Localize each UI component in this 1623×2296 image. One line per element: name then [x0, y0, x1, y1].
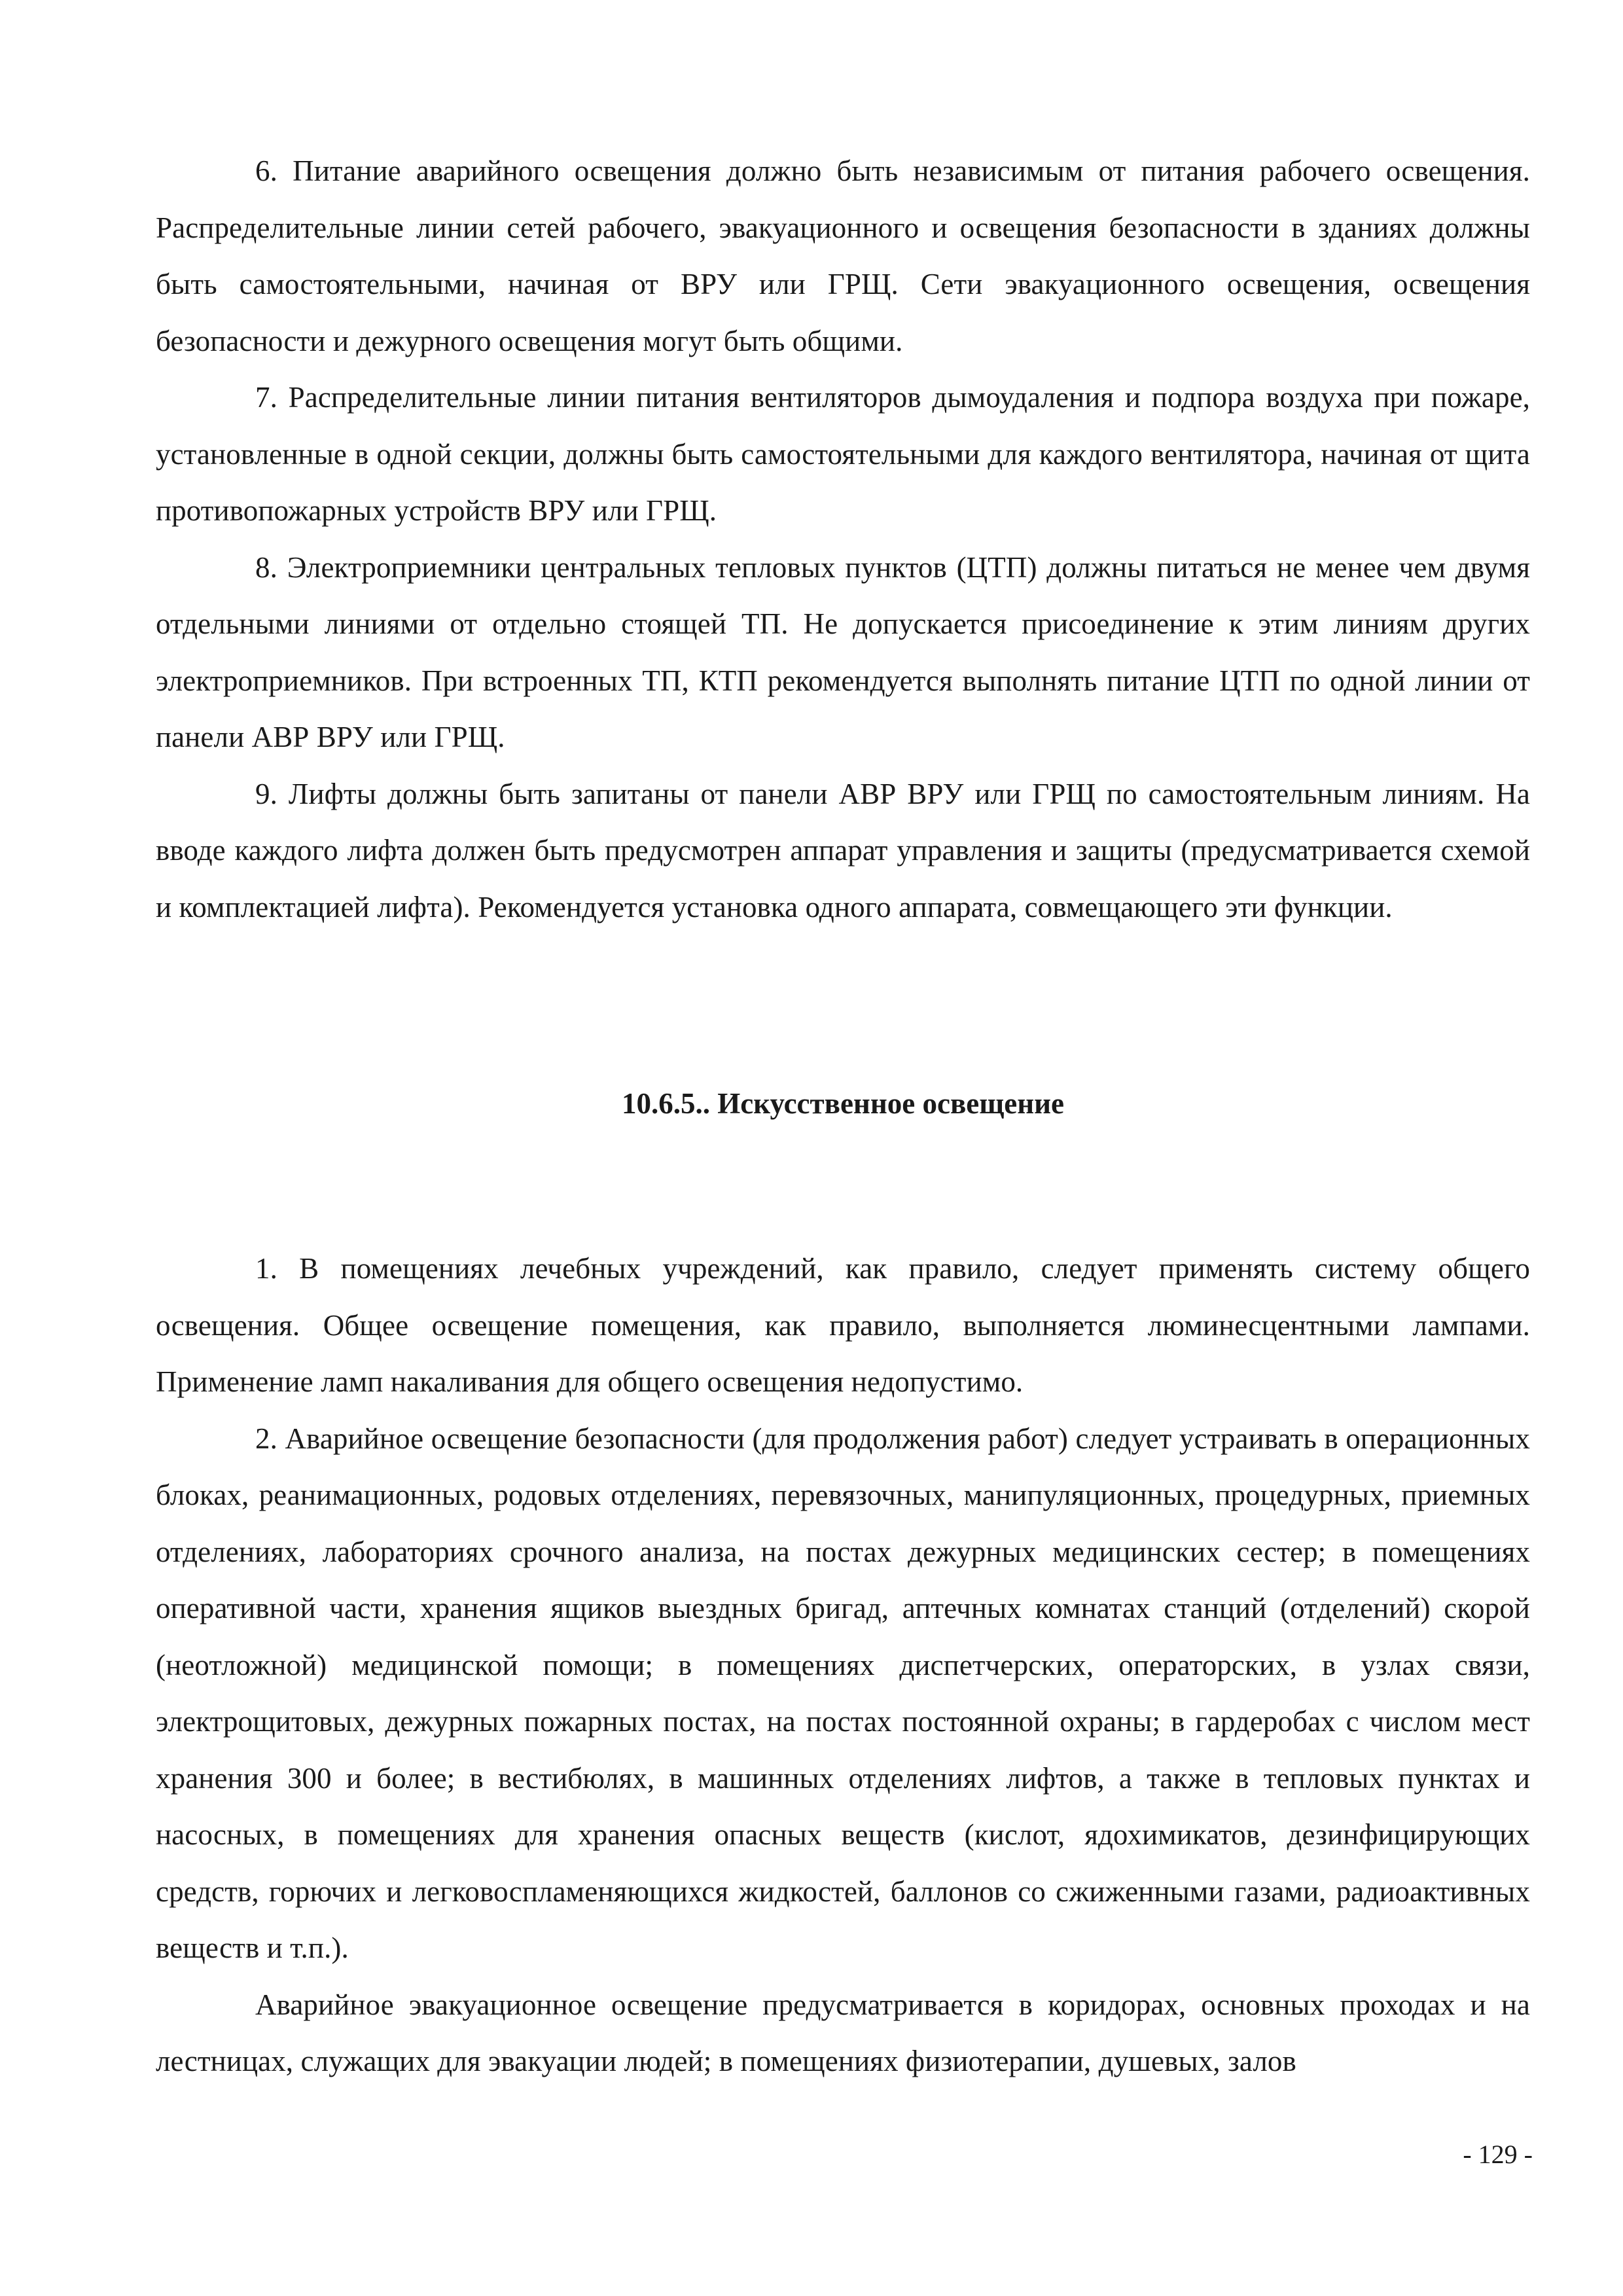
section-10-6-5-items — [156, 1240, 1530, 2090]
section-heading: 10.6.5.. Искусственное освещение — [621, 1087, 1065, 1120]
paragraph-emergency-evacuation: Аварийное эвакуационное освещение предусматривается в коридорах, основных проходах и на лестницах, служащих для эвакуации людей; в помещениях физиотерапии, душевых, залов — [156, 1988, 1530, 2077]
paragraph-item-7: 7. Распределительные линии питания вентиляторов дымоудаления и подпора воздуха при пожаре, установленные в одной секции, должны быть самостоятельными для каждого вентилятора, начиная от щита противопожарных устройств ВРУ или ГРЩ. — [156, 381, 1530, 527]
paragraph-item-8: 8. Электроприемники центральных тепловых пунктов (ЦТП) должны питаться не менее чем двумя отдельными линиями от отдельно стоящей ТП. Не допускается присоединение к этим линиям других электроприемников. При встроенных ТП, КТП рекомендуется выполнять питание ЦТП по одной линии от панели АВР ВРУ или ГРЩ. — [156, 550, 1530, 753]
paragraph-item-6: 6. Питание аварийного освещения должно быть независимым от питания рабочего освещения. Распределительные линии сетей рабочего, эвакуационного и освещения безопасности в зданиях должны быть самостоятельными, начиная от ВРУ или ГРЩ. Сети эвакуационного освещения, освещения безопасности и дежурного освещения могут быть общими. — [156, 154, 1530, 357]
paragraph-item-2: 2. Аварийное освещение безопасности (для продолжения работ) следует устраивать в операционных блоках, реанимационных, родовых отделениях, перевязочных, манипуляционных, процедурных, приемных отделениях, лабораториях срочного анализа, на постах дежурных медицинских сестер; в помещениях оперативной части, хранения ящиков выездных бригад, аптечных комнатах станций (отделений) скорой (неотложной) медицинской помощи; в помещениях диспетчерских, операторских, в узлах связи, электрощитовых, дежурных пожарных постах, на постах постоянной охраны; в гардеробах с числом мест хранения 300 и более; в вестибюлях, в машинных отделениях лифтов, а также в тепловых пунктах и насосных, в помещениях для хранения опасных веществ (кислот, ядохимикатов, дезинфицирующих средств, горючих и легковоспламеняющихся жидкостей, баллонов со сжиженными газами, радиоактивных веществ и т.п.). — [156, 1422, 1530, 1964]
section-10-6-4-items — [156, 143, 1530, 935]
paragraph-item-1: 1. В помещениях лечебных учреждений, как правило, следует применять систему общего освещения. Общее освещение помещения, как правило, выполняется люминесцентными лампами. Применение ламп накаливания для общего освещения недопустимо. — [156, 1252, 1530, 1398]
paragraph-item-9: 9. Лифты должны быть запитаны от панели АВР ВРУ или ГРЩ по самостоятельным линиям. На вводе каждого лифта должен быть предусмотрен аппарат управления и защиты (предусматривается схемой и комплектацией лифта). Рекомендуется установка одного аппарата, совмещающего эти функции. — [156, 777, 1530, 924]
page-number: - 129 - — [1463, 2140, 1533, 2169]
